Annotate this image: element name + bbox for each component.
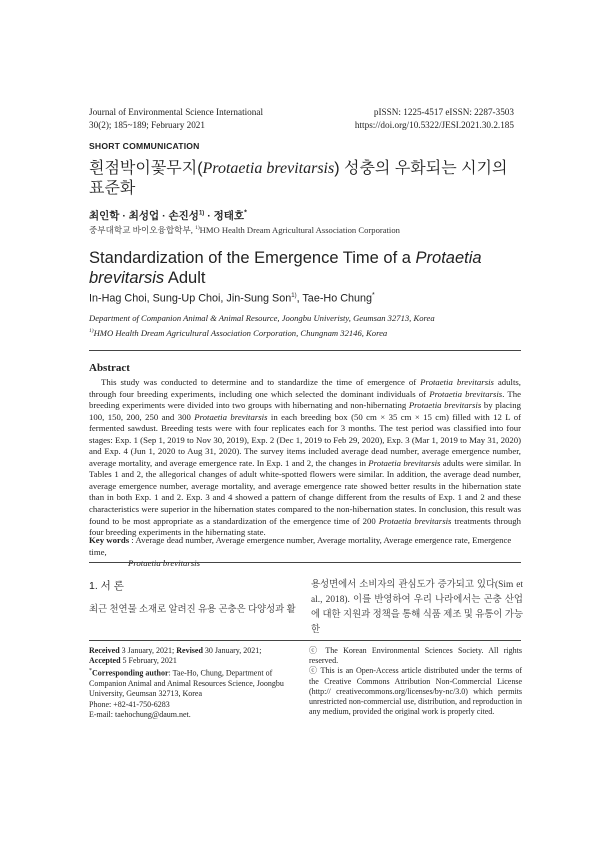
korean-title-latin: Protaetia brevitarsis	[202, 160, 335, 177]
english-authors-sup2: *	[372, 292, 375, 299]
english-affiliations	[89, 312, 529, 340]
revised-label: Revised	[176, 646, 203, 655]
footnote-left	[89, 646, 301, 720]
footnote-rule	[89, 640, 521, 641]
keywords	[89, 535, 521, 570]
article-type: SHORT COMMUNICATION	[89, 141, 200, 151]
korean-authors-tail: · 정태호	[204, 210, 245, 222]
received-label: Received	[89, 646, 120, 655]
english-authors-sup1: 1)	[291, 293, 297, 299]
accepted-label: Accepted	[89, 656, 121, 666]
phone: Phone: +82-41-750-6283	[89, 699, 170, 709]
korean-authors-names: 최인학 · 최성업 · 손진성	[89, 210, 199, 222]
korean-title-post: ) 성충의 우화되는 시기의 표준화	[89, 160, 508, 197]
abstract-text-d: by placing 100, 150, 200, 250 and 300	[89, 400, 521, 422]
abstract-text-g: treatments through four breeding experiments in the hibernating state.	[89, 515, 521, 538]
korean-affiliation	[89, 224, 400, 236]
korean-authors-sup1: 1)	[198, 210, 205, 217]
abstract-text-a: This study was conducted to determine and to standardize the time of emergence of	[101, 377, 421, 387]
korean-authors-sup2: *	[244, 209, 247, 217]
accepted-date-line	[89, 656, 301, 666]
english-authors-mid: , Tae-Ho Chung	[296, 292, 373, 305]
abstract-body	[89, 377, 521, 539]
corr-text: : Tae-Ho, Chung, Department of Companion Animal and Animal Resources Science, Joongbu University, Geumsan 32713, Korea	[89, 669, 284, 699]
abstract-latin-f: Protaetia brevitarsis	[378, 515, 452, 526]
korean-title-pre: 흰점박이꽃무지(	[89, 160, 203, 177]
korean-affiliation-post: HMO Health Dream Agricultural Association Corporation	[199, 225, 400, 235]
english-title-latin: Protaetia brevitarsis	[89, 249, 482, 287]
affiliation-2-text: HMO Health Dream Agricultural Association Corporation, Chungnam 32146, Korea	[93, 327, 388, 338]
english-title-pre: Standardization of the Emergence Time of a	[89, 249, 416, 267]
abstract-heading: Abstract	[89, 362, 130, 374]
email[interactable]: E-mail: taehochung@daum.net.	[89, 709, 191, 719]
body-column-2: 용성면에서 소비자의 관심도가 증가되고 있다(Sim et al., 2018). 이를 반영하여 우리 나라에서는 곤충 산업에 대한 지원과 정책을 통해 식품 제조 및 유통이 가능한	[311, 580, 523, 635]
journal-info	[89, 106, 263, 131]
keywords-label: Key words	[89, 535, 130, 545]
doi-link[interactable]: https://doi.org/10.5322/JESI.2021.30.2.185	[354, 119, 514, 130]
journal-volume: 30(2); 185~189; February 2021	[89, 119, 205, 130]
abstract-text-f: adults were similar. In Tables 1 and 2, the allegorical changes of adult white-spotted flowers were similar. In addition, the average dead number, average emergence number, average mortality, and average emergence rate showed better results in the hibernation state than in both Exp. 1 and 2. Exp. 3 and 4 showed a pattern of change different from the results of Exp. 1 and 2 and these characteristics were superior in the hibernation states compared to the non-hibernation states. In conclusion, this result was found to be most appropriate as a standardization of the emergence time of 200	[89, 457, 521, 526]
keywords-bottom-rule	[89, 562, 521, 563]
issn: pISSN: 1225-4517 eISSN: 2287-3503	[373, 107, 514, 117]
abstract-top-rule	[89, 350, 521, 351]
abstract-text-c: . The breeding experiments were divided into two groups with hibernating and non-hibernating	[89, 388, 521, 411]
revised-date: 30 January, 2021;	[202, 646, 262, 655]
abstract-text-b: adults, through four breeding experiments, including one which selected the dominant individuals of	[89, 377, 521, 399]
section-heading: 1. 서 론	[89, 580, 124, 592]
accepted-date: 5 February, 2021	[120, 656, 177, 666]
abstract-latin-a: Protaetia brevitarsis	[420, 377, 494, 387]
corr-label: Corresponding author	[92, 669, 169, 679]
footnote-right	[309, 646, 522, 717]
affiliation-2	[89, 325, 529, 340]
issn-info	[355, 106, 514, 131]
english-title	[89, 248, 519, 288]
korean-affiliation-pre: 중부대학교 바이오융합학부,	[89, 225, 196, 235]
affiliation-2-sup: 1)	[89, 328, 94, 334]
corresponding-author	[89, 666, 301, 699]
received-date: 3 January, 2021;	[119, 646, 177, 655]
english-authors-pre: In-Hag Choi, Sung-Up Choi, Jin-Sung Son	[89, 292, 292, 305]
affiliation-1: Department of Companion Animal & Animal Resource, Joongbu Univeristy, Geumsan 32713, Korea	[89, 313, 435, 323]
korean-authors	[89, 208, 247, 223]
copyright-notice: ⓒ The Korean Environmental Sciences Society. All rights reserved.	[309, 646, 522, 666]
abstract-latin-e: Protaetia brevitarsis	[368, 457, 441, 468]
english-authors	[89, 292, 375, 305]
body-column-1: 최근 천연물 소재로 알려진 유용 곤충은 다양성과 활	[89, 605, 296, 615]
received-dates	[89, 646, 301, 656]
abstract-latin-d: Protaetia brevitarsis	[194, 411, 268, 422]
korean-title	[89, 159, 519, 199]
abstract-text-e: in each breeding box (50 cm × 35 cm × 15 cm) filled with 12 L of fermented sawdust. Breeding tests were with four replicates each for 3 months. The test period was classified into four stages: Exp. 1 (Sep 1, 2019 to Nov 30, 2019), Exp. 2 (Dec 1, 2019 to Feb 29, 2020), Exp. 3 (Mar 1, 2019 to May 31, 2020) and Exp. 4 (Jun 1, 2020 to Aug 31, 2020). The survey items included average dead number, average emergence number, average mortality, and average emergence rate. In Exp. 1 and 2, the changes in	[89, 411, 522, 468]
license-notice: ⓒ This is an Open-Access article distributed under the terms of the Creative Commons Attribution Non-Commercial License (http:// creativecommons.org/licenses/by-nc/3.0) which permits unrestricted non-commercial use, distribution, and reproduction in any medium, provided the original work is properly cited.	[309, 666, 522, 717]
abstract-latin-b: Protaetia brevitarsis	[429, 388, 503, 399]
corr-sup: *	[89, 668, 92, 675]
keywords-latin: Protaetia brevitarsis	[128, 558, 201, 568]
journal-name: Journal of Environmental Science International	[89, 107, 263, 117]
korean-affiliation-sup: 1)	[195, 225, 200, 232]
english-title-post: Adult	[164, 269, 206, 287]
abstract-latin-c: Protaetia brevitarsis	[408, 400, 482, 411]
keywords-text: : Average dead number, Average emergence number, Average mortality, Average emergence rate, Emergence time,	[89, 535, 512, 557]
